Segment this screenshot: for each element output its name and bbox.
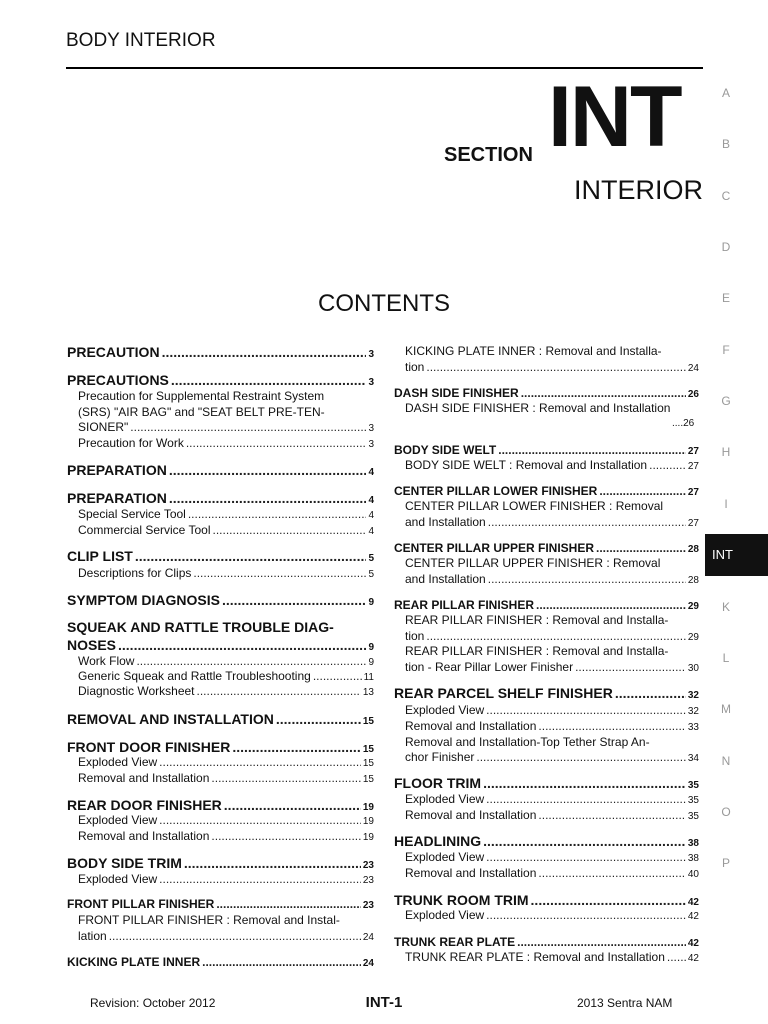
toc-fp-line2[interactable]: lation ..... 24 [78,929,374,943]
index-tab-b[interactable]: B [721,137,730,151]
toc-kp-line2[interactable]: tion ..... 24 [405,360,699,374]
index-tab-c[interactable]: C [721,189,731,203]
footer-model: 2013 Sentra NAM [577,996,673,1010]
toc-floor-trim[interactable]: FLOOR TRIM ..... 35 [394,775,699,791]
toc-dash-side[interactable]: DASH SIDE FINISHER ..... 26 [394,386,699,400]
toc-preparation-1[interactable]: PREPARATION ..... 4 [67,462,374,478]
toc-squeak-line2[interactable]: NOSES ..... 9 [67,637,374,653]
toc-diag-worksheet[interactable]: Diagnostic Worksheet ..... 13 [78,684,374,698]
toc-front-pillar[interactable]: FRONT PILLAR FINISHER ..... 23 [67,897,374,911]
toc-hl-removal[interactable]: Removal and Installation ..... 40 [405,866,699,880]
section-title: INTERIOR [573,175,703,205]
toc-commercial-tool[interactable]: Commercial Service Tool ..... 4 [78,523,374,537]
toc-rp-line1[interactable]: REAR PILLAR FINISHER : Removal and Installa- [405,613,669,627]
toc-rp-line4[interactable]: tion - Rear Pillar Lower Finisher ..... 30 [405,660,699,674]
page-header-title: BODY INTERIOR [66,30,216,51]
toc-cpu-line2[interactable]: and Installation ..... 28 [405,572,699,586]
section-code: INT [548,69,681,165]
section-label: SECTION [444,144,533,166]
toc-center-pillar-lower[interactable]: CENTER PILLAR LOWER FINISHER ..... 27 [394,484,699,498]
toc-ds-line1[interactable]: DASH SIDE FINISHER : Removal and Installation [405,401,671,415]
toc-ft-removal[interactable]: Removal and Installation ..... 35 [405,808,699,822]
toc-symptom[interactable]: SYMPTOM DIAGNOSIS ..... 9 [67,592,374,608]
toc-srs-line3[interactable]: SIONER" ..... 3 [78,420,374,434]
toc-rear-parcel-shelf[interactable]: REAR PARCEL SHELF FINISHER ..... 32 [394,685,699,701]
index-tab-p[interactable]: P [721,856,730,870]
index-tab-f[interactable]: F [722,343,730,357]
toc-cpl-line2[interactable]: and Installation ..... 27 [405,515,699,529]
toc-squeak-line1[interactable]: SQUEAK AND RATTLE TROUBLE DIAG- [67,619,334,635]
toc-rp-line2[interactable]: tion ..... 29 [405,629,699,643]
index-tab-int[interactable]: INT [705,534,768,576]
toc-work-flow[interactable]: Work Flow ..... 9 [78,654,374,668]
toc-cpu-line1[interactable]: CENTER PILLAR UPPER FINISHER : Removal [405,556,661,570]
index-tab-h[interactable]: H [721,445,731,459]
toc-trunk-room-trim[interactable]: TRUNK ROOM TRIM ..... 42 [394,892,699,908]
toc-trp-line[interactable]: TRUNK REAR PLATE : Removal and Installation ..... 42 [405,950,699,964]
toc-kicking-plate[interactable]: KICKING PLATE INNER ..... 24 [67,955,374,969]
toc-generic-squeak[interactable]: Generic Squeak and Rattle Troubleshooting ..... 11 [78,669,374,683]
index-tab-m[interactable]: M [721,702,731,716]
toc-srs-line2[interactable]: (SRS) "AIR BAG" and "SEAT BELT PRE-TEN- [78,405,325,419]
toc-front-door[interactable]: FRONT DOOR FINISHER ..... 15 [67,739,374,755]
toc-rd-removal[interactable]: Removal and Installation ..... 19 [78,829,374,843]
footer-page-number: INT-1 [365,994,403,1011]
footer-revision: Revision: October 2012 [90,996,216,1010]
toc-preparation-2[interactable]: PREPARATION ..... 4 [67,490,374,506]
index-tab-g[interactable]: G [721,394,731,408]
index-tab-e[interactable]: E [721,291,730,305]
toc-center-pillar-upper[interactable]: CENTER PILLAR UPPER FINISHER ..... 28 [394,541,699,555]
toc-trunk-rear-plate[interactable]: TRUNK REAR PLATE ..... 42 [394,935,699,949]
toc-fp-line1[interactable]: FRONT PILLAR FINISHER : Removal and Instal- [78,913,340,927]
contents-heading: CONTENTS [318,290,450,317]
toc-clip-desc[interactable]: Descriptions for Clips ..... 5 [78,566,374,580]
toc-rps-removal[interactable]: Removal and Installation ..... 33 [405,719,699,733]
toc-headlining[interactable]: HEADLINING ..... 38 [394,833,699,849]
toc-precaution[interactable]: PRECAUTION ..... 3 [67,344,374,360]
toc-ft-exploded[interactable]: Exploded View ..... 35 [405,792,699,806]
toc-kp-line1[interactable]: KICKING PLATE INNER : Removal and Installa- [405,344,662,358]
toc-hl-exploded[interactable]: Exploded View ..... 38 [405,850,699,864]
toc-fd-removal[interactable]: Removal and Installation ..... 15 [78,771,374,785]
toc-clip-list[interactable]: CLIP LIST ..... 5 [67,548,374,564]
toc-trt-exploded[interactable]: Exploded View ..... 42 [405,908,699,922]
index-tab-k[interactable]: K [721,600,730,614]
toc-rps-tether-line1[interactable]: Removal and Installation-Top Tether Strap An- [405,735,650,749]
toc-rps-tether-line2[interactable]: chor Finisher ..... 34 [405,750,699,764]
toc-rps-exploded[interactable]: Exploded View ..... 32 [405,703,699,717]
toc-srs-line1[interactable]: Precaution for Supplemental Restraint System [78,389,325,403]
index-tab-o[interactable]: O [721,805,731,819]
index-tab-d[interactable]: D [721,240,731,254]
toc-bsw-line[interactable]: BODY SIDE WELT : Removal and Installation ..... 27 [405,458,699,472]
index-tab-n[interactable]: N [721,754,731,768]
toc-rp-line3[interactable]: REAR PILLAR FINISHER : Removal and Installa- [405,644,669,658]
toc-rear-door[interactable]: REAR DOOR FINISHER ..... 19 [67,797,374,813]
toc-bst-exploded[interactable]: Exploded View ..... 23 [78,872,374,886]
toc-special-tool[interactable]: Special Service Tool ..... 4 [78,507,374,521]
index-tab-a[interactable]: A [721,86,730,100]
toc-removal-installation[interactable]: REMOVAL AND INSTALLATION ..... 15 [67,711,374,727]
toc-rd-exploded[interactable]: Exploded View ..... 19 [78,813,374,827]
toc-body-side-welt[interactable]: BODY SIDE WELT ..... 27 [394,443,699,457]
toc-precaution-work[interactable]: Precaution for Work ..... 3 [78,436,374,450]
toc-rear-pillar[interactable]: REAR PILLAR FINISHER ..... 29 [394,598,699,612]
toc-body-side-trim[interactable]: BODY SIDE TRIM ..... 23 [67,855,374,871]
toc-precautions[interactable]: PRECAUTIONS ..... 3 [67,372,374,388]
toc-fd-exploded[interactable]: Exploded View ..... 15 [78,755,374,769]
index-tab-l[interactable]: L [722,651,730,665]
index-tab-i[interactable]: I [724,497,728,511]
toc-ds-line2[interactable]: ....26 [672,418,695,429]
toc-cpl-line1[interactable]: CENTER PILLAR LOWER FINISHER : Removal [405,499,664,513]
